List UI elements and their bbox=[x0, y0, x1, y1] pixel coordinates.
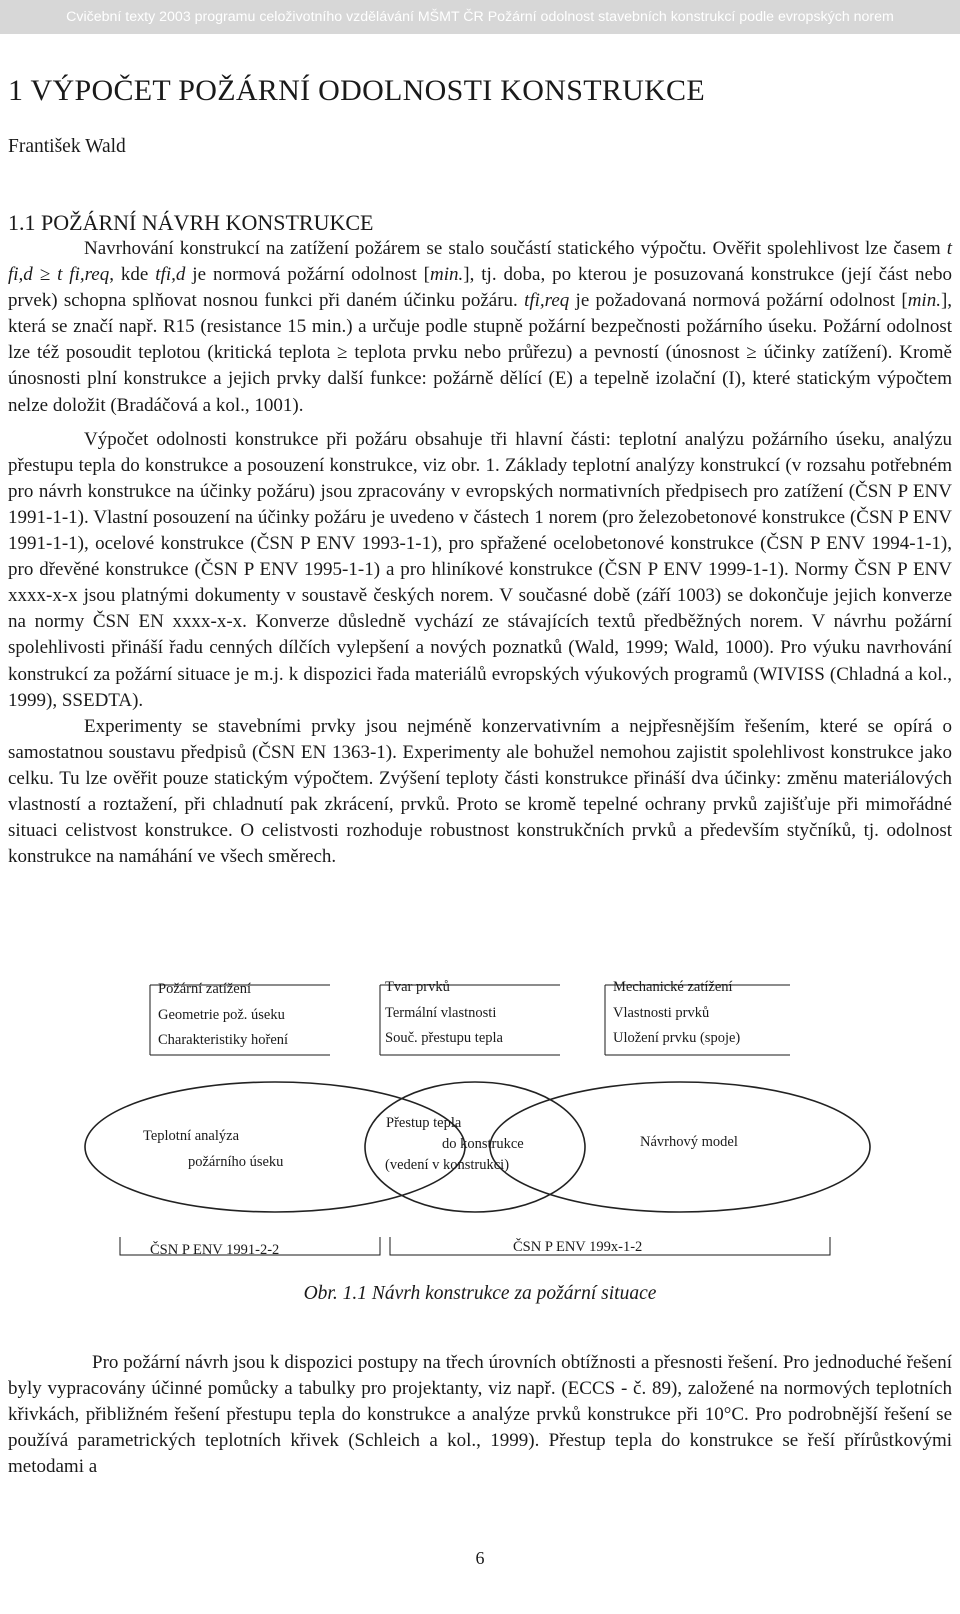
figure-caption: Obr. 1.1 Návrh konstrukce za požární situace bbox=[303, 1283, 657, 1304]
page-number: 6 bbox=[475, 1548, 485, 1568]
section-title: 1.1 POŽÁRNÍ NÁVRH KONSTRUKCE bbox=[8, 210, 374, 235]
formula-tfid-ge-tfireq: t fi,d ≥ t fi,req bbox=[8, 238, 952, 286]
p1-text-c: je normová požární odolnost [ bbox=[185, 264, 431, 286]
label-member-support: Uložení prvku (spoje) bbox=[613, 1030, 741, 1046]
ellipse2-line3: (vedení v konstrukci) bbox=[385, 1157, 510, 1173]
label-member-shape: Tvar prvků bbox=[385, 979, 450, 995]
label-fire-load: Požární zatížení bbox=[158, 981, 251, 997]
ellipse-thermal-analysis bbox=[85, 1082, 465, 1212]
ellipse1-line1: Teplotní analýza bbox=[143, 1128, 240, 1144]
p1-text-e: je požadovaná normová požární odolnost [ bbox=[569, 290, 908, 312]
label-compartment-geometry: Geometrie pož. úseku bbox=[158, 1007, 285, 1023]
p1-text-f: ], která se značí např. R15 (resistance 15 min.) a určuje podle stupně požární bezpečnosti požárního úseku. Požární odolnost lze též posoudit teplotou (kritická teplota ≥ teplota prvku nebo průřezu) a pevností (únosnost ≥ účinky zatížení). Kromě únosnosti plní konstrukce a jejich prvky další funkce: požárně dělící (E) a tepelně izolační (I), které statickým výpočtem nelze doložit (Bradáčová a kol., 1001). bbox=[8, 290, 953, 416]
label-burning-characteristics: Charakteristiky hoření bbox=[158, 1032, 289, 1048]
label-member-properties: Vlastnosti prvků bbox=[613, 1005, 710, 1021]
label-mechanical-load: Mechanické zatížení bbox=[613, 979, 733, 995]
paragraph-3: Experimenty se stavebními prvky jsou nejméně konzervativním a nejpřesnějším řešením, které se opírá o samostatnou soustavu předpisů (ČSN EN 1363-1). Experimenty ale bohužel nemohou zajistit spolehlivost konstrukce jako celku. Tu lze ověřit pouze statickým výpočtem. Zvýšení teploty části konstrukce přináší dva účinky: změnu materiálových vlastností a roztažení, při chladnutí pak zkrácení, prvků. Proto se kromě tepelné ochrany prvků zajišťuje při mimořádné situaci celistvost konstrukce. O celistvosti rozhoduje robustnost konstrukčních prvků a především styčníků, tj. odolnost konstrukce na namáhání ve všech směrech. bbox=[8, 715, 952, 868]
unit-min-2: min. bbox=[907, 290, 941, 312]
symbol-tfireq: tfi,req bbox=[524, 290, 570, 312]
section-body bbox=[8, 236, 952, 870]
label-thermal-properties: Termální vlastnosti bbox=[385, 1005, 497, 1021]
norm-left-label: ČSN P ENV 1991-2-2 bbox=[150, 1242, 280, 1258]
unit-min-1: min. bbox=[430, 264, 464, 286]
norm-right-label: ČSN P ENV 199x-1-2 bbox=[513, 1239, 643, 1255]
paragraph-2: Výpočet odolnosti konstrukce při požáru obsahuje tři hlavní části: teplotní analýzu požárního úseku, analýzu přestupu tepla do konstrukce a posouzení konstrukce, viz obr. 1. Základy teplotní analýzy konstrukcí (v rozsahu potřebném pro návrh konstrukce na účinky požáru) jsou zpracovány v evropských normativních předpisech pro zatížení (ČSN P ENV 1991-1-1). Vlastní posouzení na účinky požáru je uvedeno v částech 1 norem (pro železobetonové konstrukce (ČSN P ENV 1991-1-1), ocelové konstrukce (ČSN P ENV 1993-1-1), pro spřažené ocelobetonové konstrukce (ČSN P ENV 1994-1-1), pro dřevěné konstrukce (ČSN P ENV 1995-1-1) a pro hliníkové konstrukce (ČSN P ENV 1999-1-1). Normy ČSN P ENV xxxx-x-x jsou platnými dokumenty v soustavě českých norem. V současné době (září 1003) se dokončuje jejich konverze na normy ČSN EN xxxx-x-x. Konverze důsledně vychází ze stávajících textů předběžných norem. V návrhu požární spolehlivosti přináší řadu cenných dílčích vylepšení a nových poznatků (Wald, 1999; Wald, 1000). Pro výuku navrhování konstrukcí za požární situace je m.j. k dispozici řada materiálů evropských výukových programů (WIVISS (Chladná a kol., 1999), SSEDTA). bbox=[8, 428, 952, 711]
ellipse3-line1: Návrhový model bbox=[640, 1134, 738, 1150]
figure-fire-design-diagram bbox=[0, 975, 960, 1275]
ellipse2-line1: Přestup tepla bbox=[386, 1115, 462, 1131]
p1-text-b: , kde bbox=[109, 264, 156, 286]
author-name: František Wald bbox=[8, 136, 126, 157]
ellipse2-line2: do konstrukce bbox=[442, 1136, 524, 1152]
p1-text-a: Navrhování konstrukcí na zatížení požárem se stalo součástí statického výpočtu. Ověřit spolehlivost lze časem bbox=[84, 238, 947, 259]
paragraph-1 bbox=[8, 236, 952, 419]
running-header bbox=[0, 0, 960, 34]
chapter-title: 1 VÝPOČET POŽÁRNÍ ODOLNOSTI KONSTRUKCE bbox=[8, 74, 705, 107]
ellipse1-line2: požárního úseku bbox=[188, 1154, 284, 1170]
p1-text-d: ], tj. doba, po kterou je posuzovaná konstrukce (její část nebo prvek) schopna splňovat nosnou funkci při daném účinku požáru. bbox=[8, 264, 952, 312]
closing-body bbox=[8, 1350, 952, 1480]
paragraph-4: Pro požární návrh jsou k dispozici postupy na třech úrovních obtížnosti a přesnosti řešení. Pro jednoduché řešení byly vypracovány účinné pomůcky a tabulky pro projektanty, viz např. (ECCS - č. 89), založené na normových teplotních křivkách, přibližném řešení přestupu tepla do konstrukce a analýze prvků konstrukce při 10°C. Pro podrobnější řešení se používá parametrických teplotních křivek (Schleich a kol., 1999). Přestup tepla do konstrukce se řeší přírůstkovými metodami a bbox=[8, 1352, 952, 1478]
label-heat-transfer-coefficient: Souč. přestupu tepla bbox=[385, 1030, 503, 1046]
symbol-tfid: tfi,d bbox=[155, 264, 186, 286]
running-header-text: Cvičební texty 2003 programu celoživotního vzdělávání MŠMT ČR Požární odolnost stavebních konstrukcí podle evropských norem bbox=[66, 9, 894, 25]
